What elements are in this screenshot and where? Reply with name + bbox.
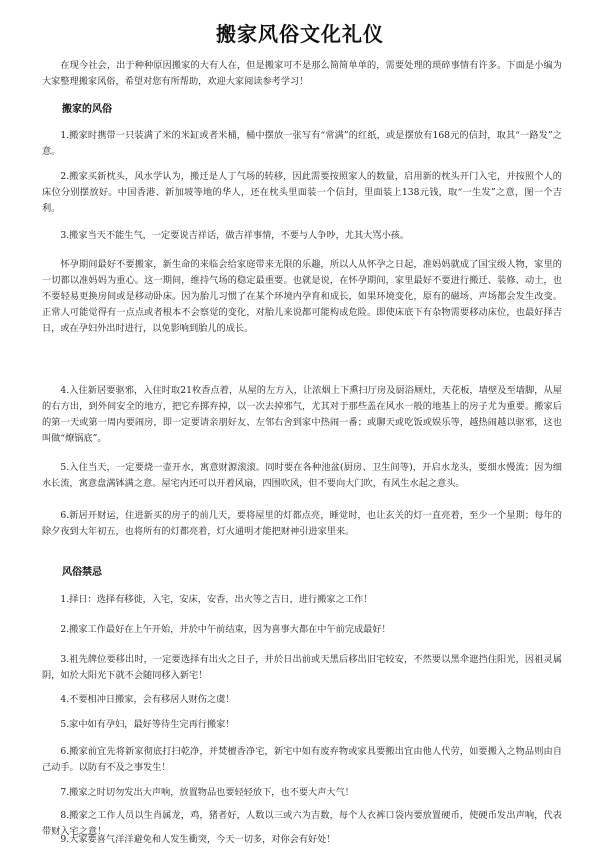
page-title: 搬家风俗文化礼仪 — [216, 22, 384, 46]
intro-paragraph: 在现今社会，出于种种原因搬家的大有人在，但是搬家可不是那么简简单单的，需要处理的琐碎事情有许多。下面是小编为大家整理搬家风俗，希望对您有所帮助，欢迎大家阅读参考学习！ — [42, 60, 562, 87]
section-heading-customs: 搬家的风俗 — [62, 104, 112, 115]
taboo-item-1: 1.择日：选择有移徙，入宅，安床，安香，出火等之吉日，进行搬家之工作！ — [60, 594, 373, 605]
taboo-item-5: 5.家中如有孕妇，最好等待生完再行搬家！ — [60, 719, 235, 730]
section-heading-taboos: 风俗禁忌 — [62, 567, 102, 578]
custom-item-6: 6.新居开财运，住进新买的房子的前几天，要将屋里的灯都点亮，睡觉时，也让玄关的灯一直亮着，至少一个星期；每年的除夕夜到大年初五，也将所有的灯都亮着，灯火通明才能把财神引进家里来。 — [42, 510, 562, 537]
taboo-item-3: 3.祖先牌位要移出时，一定要选择有出火之日子，并於日出前或天黑后移出旧宅较安，不然要以黑伞遮挡住阳光，因祖灵属阴，如於大阳光下就不会随同移入新宅！ — [42, 654, 562, 681]
taboo-item-8: 8.搬家之工作人员以生肖属龙，鸡，猪者好，人数以三或六为吉数，每个人衣裤口袋内要放置硬币，使硬币发出声响，代表带财入宅之意！ — [42, 810, 562, 837]
custom-item-4: 4.入住新居要驱邪，入住时取21枚香点着，从屋的左方入，让浓烟上下熏扫厅房及厨浴厕灶，天花板，墙壁及至墙脚，从屋的右方出，到外间安全的地方，把它弃掷弃掉，以一次去掉邪气，尤其对于那些盖在风水一般的地基上的房子尤为重要。搬家后的第一天或第一周内要闹房，即一定要请亲朋好友、左邻右舍到家中热闹一番；或聊天或吃饭或娱乐等，越热闹越以驱邪，这也叫做“燎锅底”。 — [42, 385, 562, 444]
taboo-item-7: 7.搬家之时切勿发出大声响，放置物品也要轻轻放下，也不要大声大气！ — [60, 787, 354, 798]
custom-item-3: 3.搬家当天不能生气，一定要说吉祥话，做吉祥事情，不要与人争吵，尤其大骂小孩。 — [60, 230, 410, 241]
taboo-item-9: 9.大家要喜气洋洋避免和人发生衝突，今天一切多，对你会有好处！ — [60, 834, 336, 845]
taboo-item-2: 2.搬家工作最好在上午开始，并於中午前结束，因为喜事大都在中午前完成最好！ — [60, 624, 391, 635]
custom-item-5: 5.入住当天，一定要烧一壶开水，寓意财源滚滚。同时要在各种池盆(厨房、卫生间等)，开启水龙头，要细水慢流；因为细水长流，寓意盘满钵满之意。屋宅内还可以开着风扇，四围吹风，但不要向大门吹，有风生水起之意头。 — [42, 462, 562, 489]
taboo-item-6: 6.搬家前宜先将新家彻底打扫乾净，并焚檀香净宅，新宅中如有废弃物或家具要搬出宜由他人代劳，如要搬入之物品则由自己动手。以防有不及之事发生！ — [42, 746, 562, 773]
taboo-item-4: 4.不要相冲日搬家，会有移居人财伤之虞！ — [60, 694, 235, 705]
custom-item-pregnancy: 怀孕期间最好不要搬家，新生命的来临会给家庭带来无限的乐趣，所以人从怀孕之日起，准妈妈就成了国宝级人物，家里的一切都以准妈妈为重心。这一期间，维持气场的稳定最重要。也就是说，在怀孕期间，家里最好不要进行搬迁、装修、动土，也不要轻易更换房间或是移动卧床。因为胎儿习惯了在某个环境内孕育和成长，如果环境变化，原有的磁场、声场都会发生改变。正常人可能觉得有一点点或者根本不会察觉的变化，对胎儿来说都可能构成危险。即使床底下有杂物需要移动床位，也最好择吉日，或在孕妇外出时进行，以免影响到胎儿的成长。 — [42, 259, 562, 334]
custom-item-2: 2.搬家买新枕头，风水学认为，搬迁是人丁气场的转移，因此需要按照家人的数量，启用新的枕头开门入宅，并按照个人的床位分别摆放好。中国香港、新加坡等地的华人，还在枕头里面装一个信封，里面装上138元钱，取“一生发”之意，图一个吉利。 — [42, 171, 562, 214]
custom-item-1: 1.搬家时携带一只装满了米的米缸或者米桶，桶中摆放一张写有“常满”的红纸，或是摆放有168元的信封，取其“一路发”之意。 — [42, 130, 562, 157]
